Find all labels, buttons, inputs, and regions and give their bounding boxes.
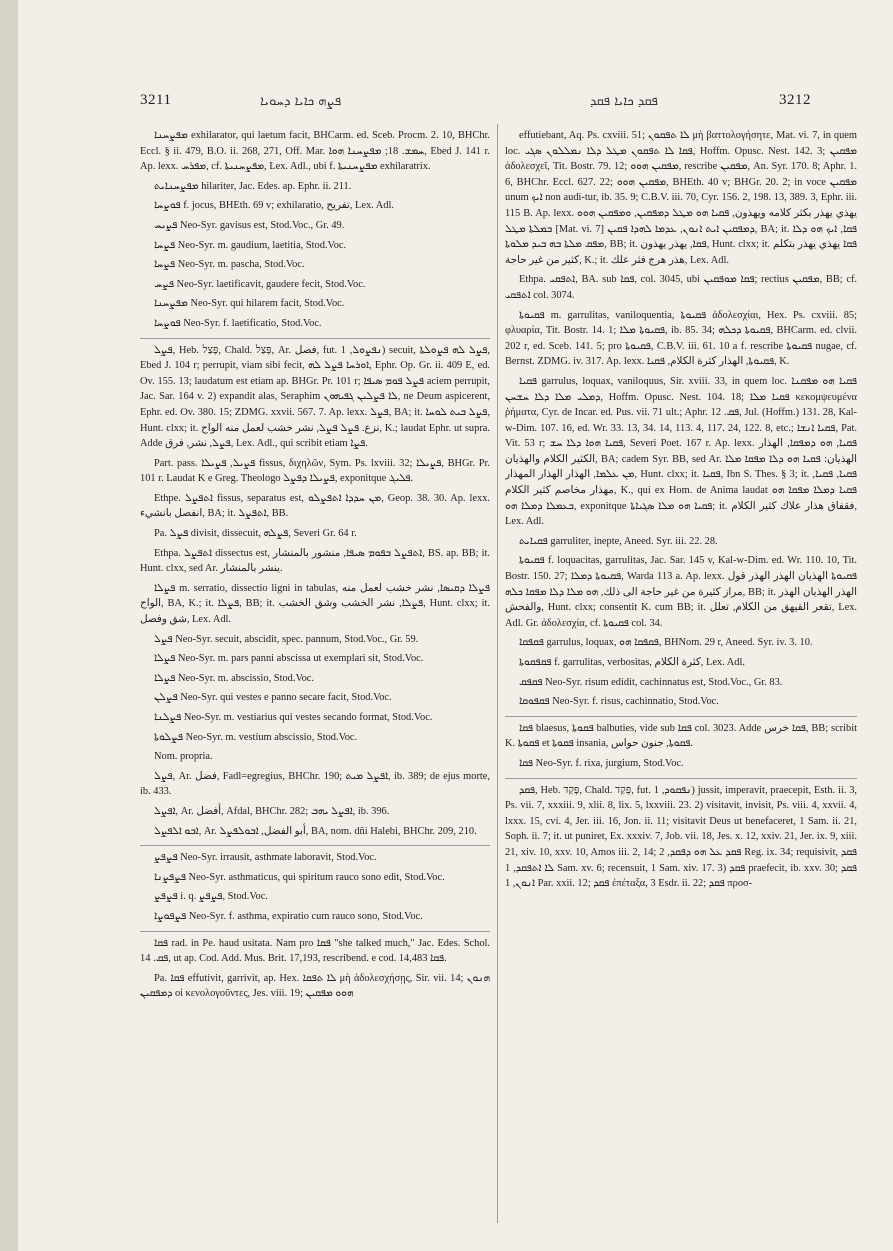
entry: Nom. propria.: [154, 751, 213, 763]
entry: Ethpe. ܐܬܦܨܠ fissus, separatus est, ܡܢ ܚܕܕܐ ܐܬܦܨܠܘ, Geop. 38. 30. Ap. lexx. انفصل بانشيء, BA; it. ܐܬܦܨܠ, BB.: [140, 492, 490, 520]
entry: ܦܨܦܨ Neo-Syr. irrausit, asthmate laboravit, Stod.Voc.: [140, 845, 490, 866]
entry: ܦܩܦܩ Neo-Syr. risum edidit, cachinnatus est, Stod.Voc., Gr. 83.: [519, 676, 783, 688]
entry: ܦܨܠ, Ar. فضل, Fadl=egregius, BHChr. 190; ܐܦܨܠ ܡܝܬ, ib. 389; de ejus morte, ib. 433.: [140, 770, 490, 798]
right-page-number: 3212: [779, 92, 811, 108]
entry: ܦܨܦܨ i. q. ܦܨܦܨ, Stod.Voc.: [154, 891, 268, 903]
entry: ܦܩܕ, Heb. פָּקַד, Chald. פְּקַד, fut. ܢܦܩܘܕ, 1) jussit, imperavit, praecepit, Esth. ii. 3, Ps. vii. 7, xxxiii. 9, xlii. 8, lix. 5, lxxviii. 23. 2) visitavit, invisit, Ps. viii. 4, xxvii. 4, lxxx. 15, cvi. 4, Jer. iii. 16, Jon. ii. 11; visitavit Deus ut benefaceret, 1 Sam. ii. 21, Soph. ii. 7; it. ut puniret, Ex. xxxiv. 7, Job. vii. 18, Jes. x. 12, xxiv. 21, Jer. ix. 9, xiii. 21, xiv. 10, xxv. 10, Amos iii. 2, 14; ܦܩܕ ܥܠ ܗܘ ܕܦܩܕ, 2 Reg. ix. 34; requisivit, ܦܩܕ ܠܐ ܐܬܦܩܕ, 1 Sam. xv. 6; recensuit, 1 Sam. xiv. 17. 3) ܦܩܕ praefecit, ib. xxv. 30; ܦܩܕ ܐܢܘܢ, 1 Par. xxii. 12; ܦܩܕ ἐπέταξα, 3 Esdr. ii. 22; ܦܩܕ προσ-: [505, 778, 857, 892]
entry: ܦܘܨܚܐ Neo-Syr. f. laetificatio, Stod.Voc.: [154, 317, 322, 329]
entry: ܦܩܦܘܩܐ Neo-Syr. f. risus, cachinnatio, Stod.Voc.: [519, 696, 719, 708]
right-running-title: ܦܩܕ ܟܐܝܐ ܦܩܕ: [590, 94, 658, 109]
entry: ܐܦܨܠ, Ar. أفضل, Afdal, BHChr. 282; ܐܦܨܠ ܝܗܒ, ib. 396.: [154, 805, 390, 817]
entry: ܦܨܠܐ Neo-Syr. m. pars panni abscissa ut exemplari sit, Stod.Voc.: [154, 653, 424, 665]
entry: ܦܨܠ, Heb. פָּצַל, Chald. פְּצַל, Ar. فصل, fut. ܢܦܨܘܠ, 1) secuit, ܦܨܠ ܠܗ ܦܨܘܠܬܐ, Ebed J. 104 r; perrupit, viam sibi fecit, ܐܘܪܚܐ ܦܨܠ ܠܗ, Ephr. Op. Gr. ii. 409 E, ed. Ov. 155. 13; laudatum est etiam ap. BHGr. Pr. 101 r; ܦܨܠ ܦܘܡ ܣܝܦܐ aciem perrupit, Jac. Sar. 164 v. 2) expandit alas, Seraphim ܠܐ ܦܨܠܝܢ ܓܦܝܗܘܢ, ne Deum aspicerent, Ephr. ed. Ov. 380. 15; ZDMG. xxvii. 567. 7. Ap. lexx. ܦܨܠ, BA; it. ܦܨܠ ܒܝܬ ܠܘܚܐ, Hunt. clxx; it. نزع. ܦܨܠ ܦܨܠ, نشر خشب لعمل منه الواح, K.; laudat Ephr. ut supra. Adde ܦܨܠ, نشر, فرق, Lex. Adl., qui scribit etiam ܦܨܐ.: [140, 338, 490, 452]
entry: ܦܨܚܐ Neo-Syr. m. pascha, Stod.Voc.: [154, 259, 305, 271]
entry: Pa. ܦܨܠ divisit, dissecuit, ܦܨܠܗ, Severi Gr. 64 r.: [154, 528, 357, 540]
left-page-number: 3211: [140, 92, 172, 108]
left-running-title: ܦܨܗ ܟܐܝܐ ܕܚܘܝܐ: [260, 94, 342, 109]
entry: ܦܩܝܘܬܐ f. loquacitas, garrulitas, Jac. Sar. 145 v, Kal-w-Dim. ed. Wr. 110. 10, Tit. Bostr. 150. 27; ܦܩܝܘܬܐ ܕܡܠܐ, Warda 113 a. Ap. lexx. ܦܩܝܘܬܐ الهذيان الهذر الهذر قول مراز كثيرة من غير حاجة الى ذلك, ܗܘ ܡܠܐ ܕܠܐ ܡܦܩܐ ܟܠܗ, BB; it. الهذر الهذيان الهذر والفحش, Hunt. clxx; consentit K. cum BB; it. تقعر القيهق من الكلام, تعلل, Lex. Adl. Gr. ἀδολεσχία, cf. ܦܩܝܘܬܐ col. 34.: [505, 555, 857, 629]
entry: ܦܩܐ Neo-Syr. f. rixa, jurgium, Stod.Voc.: [519, 757, 684, 769]
entry: ܦܨܠܐ m. serratio, dissectio ligni in tabulas, ܦܨܠܐ ܕܩܝܣܐ, نشر خشب لعمل منه الواح, BA, K.; it. ܦܨܠܐ, BB; it. ܦܨܠܐ, نشر الخشب وشق الخشب, Hunt. clxx; it. شق وفصل, Lex. Adl.: [140, 582, 490, 626]
entry: ܦܨܝܚ Neo-Syr. gavisus est, Stod.Voc., Gr. 49.: [154, 219, 345, 231]
entry: ܡܦܨܚܢܐ Neo-Syr. qui hilarem facit, Stod.Voc.: [154, 298, 345, 310]
page-binding-edge: [0, 0, 18, 1251]
entry: ܦܩܝܘܬܐ m. garrulitas, vaniloquentia, ܦܩܝܘܬܐ ἀδολεσχίαι, Hex. Ps. cxviii. 85; φλυαρία, Tit. Bostr. 14. 1; ܦܩܝܘܬܐ ܡܠܐ, ib. 85. 34; ܦܩܝܘܬܐ ܕܟܠܗ, BHCarm. ed. clvii. 202 r, ed. Sceb. 141. 5; pro ܦܩܝܘܬܐ, C.B.V. iii. 61. 10 a f. rescribe ܦܩܝܘܬܐ nugae, cf. Bernst. ZDMG. iv. 317. Ap. lexx. ܦܩܝܘܬܐ, الهذار كثرة الكلام, ܦܩܝܐ, K.: [505, 309, 857, 368]
left-column: [140, 128, 490, 1227]
entry: ܦܨܚ Neo-Syr. laetificavit, gaudere fecit, Stod.Voc.: [154, 278, 366, 290]
entry: ܐܒܘ ܐܠܦܨܠ, Ar. أبو الفضل, ܐܒܘܠܦܨܠ, BA, nom. dñi Halebi, BHChr. 209, 210.: [154, 825, 477, 837]
entry: ܦܨܦܘܨܐ Neo-Syr. f. asthma, expiratio cum rauco sono, Stod.Voc.: [154, 910, 423, 922]
entry: Part. pass. ܦܨܝܠ, ܦܨܝܠܐ fissus, διχηλῶν, Sym. Ps. lxviii. 32; ܦܨܝܠܐ, BHGr. Pr. 101 r. Laudat K e Greg. Theologo ܦܨܝܠܐ ܕܦܨܠ, exponitque ܦܠܝܓ.: [140, 457, 490, 485]
entry: effutiebant, Aq. Ps. cxviii. 51; ܠܐ ܬܦܩܘܢ μὴ βαττολογήσητε, Mat. vi. 7, in quem loc. ܦܩܐ ܠܐ ܬܦܩܘܢ ܡܛܠ ܕܠܐ ܢܡܠܠܘܢ ܣܓܝ, Hoffm. Opusc. Nest. 142. 3; ܡܦܩܝܢ ἀδολεσχεῖ, Tit. Bostr. 79. 12; ܡܦܩܝܢ ܗܘܘ, rescribe ܡܦܩܝܢ, An. Syr. 170. 8; Aphr. 1. 6, BHChr. Eccl. 627. 22; ܡܦܩܝܢ ܗܘܘ, BHEth. 40 v; BHGr. 20. 2; in voce ܡܦܩܝܢ unum ܐܝܟ non audi-tur, ib. 35. 9; C.B.V. iii. 70, Cyr. 156. 2, 198. 13, 389. 3, Ephr. iii. 115 B. Ap. lexx. يهذي يهذر بكثر كلامه ويهذون, ܦܩܝܐ ܗܘ ܡܛܠ ܕܡܦܩܝܢ, ܘܡܦܩܝܢ ܗܘܘ ܒܡܠܬܐ ܡܛܠ [Mat. vi. 7] ܕܡܦܩܝܢ ܐܝܬ ܐܢܘܢ, ܥܕܡܐ ܠܗܕܐ ܦܩܝܢ, BA; it. ܦܩܐ, ܐܝܟ ܗܘ ܕܠܐ ܡܦܩ ܡܠܬܐ ܒܗ ܒܝܕ ܡܠܘܬܐ, BB; it. ܦܩܐ, يهذر يهذون, Hunt. clxx; it. ܦܩܐ يهذي يهذر بتكلم كثير من غير حاجة, K.; it. هذر هرج فثر علك, Lex. Adl.: [505, 130, 857, 266]
entry: ܦܩܦܩܘܬܐ f. garrulitas, verbositas, كثرة الكلام, Lex. Adl.: [519, 657, 745, 668]
page-header: [0, 92, 893, 114]
entry: ܦܨܠܢܐ Neo-Syr. m. vestiarius qui vestes secando format, Stod.Voc.: [154, 712, 433, 723]
entry: ܦܨܠܐ Neo-Syr. m. abscissio, Stod.Voc.: [154, 672, 315, 684]
entry: ܦܩܝܐ garrulus, loquax, vaniloquus, Sir. xviii. 33, in quem loc. ܦܩܝܐ ܗܘ ܡܦܩܢܐ ܕܡܠܝ ܡܠܐ ܕܠܐ ܚܫܚܢ, Hoffm. Opusc. Nest. 104. 18; ܦܩܝܐ ܡܠܐ κεκομψευμένα ῥήματα, Cyr. de Incar. ed. Pus. vii. 71 ult.; Aphr. ܦܩ. 12, Jul. (Hoffm.) 131. 28, Kal-w-Dim. 107. 16, ed. Wr. 33. 13, 34. 14, 113. 4, 117. 24, 122. 8, etc.; ܦܩܝܐ ܐܢܫܐ, Pat. Vit. 53 r; ܦܩܝܐ ܗܘܐ ܕܠܐ ܚܫ, Severi Poet. 167 r. Ap. lexx. ܦܩܝܐ, ܗܘ ܕܡܦܩܐ, الهذار الكثير الكلام والهذيان, BA; cadem Syr. BB, sed Ar. الهذيان: ܦܩܝܐ ܗܘ ܕܠܐ ܡܦܩܐ ܡܠܐ ܡܢ ܥܠܡܐ, الهذار الهذار المهذار, Hunt. clxx; it. ܦܩܝܐ, Ibn S. Thes. § 3; it. ܦܩܝܐ, ܦܩܝܐ, مهذار مخاصم كثير الكلام, K., qui ex Hom. de Anima laudat ܦܩܝܐ ܕܡܠܐ ܡܦܩܐ ܗܘ ܒܥܡܠܐ ܕܡܠܐ ܗܘ, exponitque ܦܩܝܐ ܗܘ ܡܠܐ ܣܓܝܐܬܐ; it. فقفاق هذار علاك كثير الكلام, Lex. Adl.: [505, 375, 857, 528]
entry: ܡܦܨܚܢܐ exhilarator, qui laetum facit, BHCarm. ed. Sceb. Procm. 2. 10, BHChr. Eccl. § ii. 479, B.O. ii. 268, 271, Off. Mar. ܚܡܫ. 18; ܡܦܨܚܢܐ ܗܘܐ, Ebed J. 141 r. Ap. lexx. ܡܦܪܚ, cf. ܡܦܨܚܢܝܬܐ, Lex. Adl., ubi f. ܡܦܨܚܢܝܬܐ exhilaratrix.: [140, 130, 490, 173]
entry: Ethpa. ܐܬܦܨܠ dissectus est, ܐܬܦܨܠ ܒܦܘܡ ܣܝܦܐ, منشور بالمنشار, BS. ap. BB; it. Hunt. clxx, sed Ar. ينشر بالمنشار.: [140, 547, 490, 575]
entry: Ethpa. ܐܬܦܩܝ, BA. sub ܦܩܐ, col. 3045, ubi ܦܩܐ ܡܘܦܩܝܢ; rectius ܡܦܩܝܢ, BB; cf. ܐܬܦܩܝ col. 3074.: [505, 274, 857, 301]
entry: ܡܦܨܚܢܐܝܬ hilariter, Jac. Edes. ap. Ephr. ii. 211.: [154, 180, 352, 192]
entry: ܦܨܠܢ Neo-Syr. qui vestes e panno secare facit, Stod.Voc.: [154, 692, 392, 704]
entry: ܦܘܨܚܐ f. jocus, BHEth. 69 v; exhilaratio, تفريح, Lex. Adl.: [154, 200, 394, 212]
right-column: [505, 128, 857, 1227]
entry: ܦܩܐ rad. in Pe. haud usitata. Nam pro ܦܩܐ "she talked much," Jac. Edes. Schol. ܦܩ. 14, ut ap. Cod. Add. Mus. Brit. 17,193, rescribend. e cod. 14,483 ܦܩܐ.: [140, 931, 490, 967]
entry: ܦܨܚܐ Neo-Syr. m. gaudium, laetitia, Stod.Voc.: [154, 239, 347, 251]
entry: ܦܩܐ blaesus, ܦܩܘܬܐ balbuties, vide sub ܦܩܐ col. 3023. Adde ܦܩܐ خرس, BB; scribit K. ܦܩܘܬܐ et ܦܩܘܬܐ insania, ܦܩܘܬܐ, جنون حواس.: [505, 716, 857, 752]
entry: ܦܨܦܨܢܐ Neo-Syr. asthmaticus, qui spiritum rauco sono edit, Stod.Voc.: [154, 871, 445, 883]
entry: ܦܩܝܐܝܬ garruliter, inepte, Aneed. Syr. iii. 22. 28.: [519, 535, 718, 547]
entry: ܦܨܠ Neo-Syr. secuit, abscidit, spec. pannum, Stod.Voc., Gr. 59.: [154, 633, 419, 645]
entry: Pa. ܦܩܐ effutivit, garrivit, ap. Hex. ܠܐ ܬܦܩܐ μὴ ἀδολεσχήσῃς, Sir. vii. 14; ܗܢܘܢ ܕܡܦܩܝܢ οἱ κενολογοῦντες, Jes. viii. 19; ܗܘܘ ܡܦܩܝܢ: [140, 972, 490, 1000]
column-divider: [497, 124, 498, 1223]
entry: ܦܨܠܘܬܐ Neo-Syr. m. vestium abscissio, Stod.Voc.: [154, 731, 358, 743]
entry: ܦܩܦܩܐ garrulus, loquax, ܦܩܦܩܐ ܗܘ, BHNom. 29 r, Aneed. Syr. iv. 3. 10.: [519, 637, 813, 649]
